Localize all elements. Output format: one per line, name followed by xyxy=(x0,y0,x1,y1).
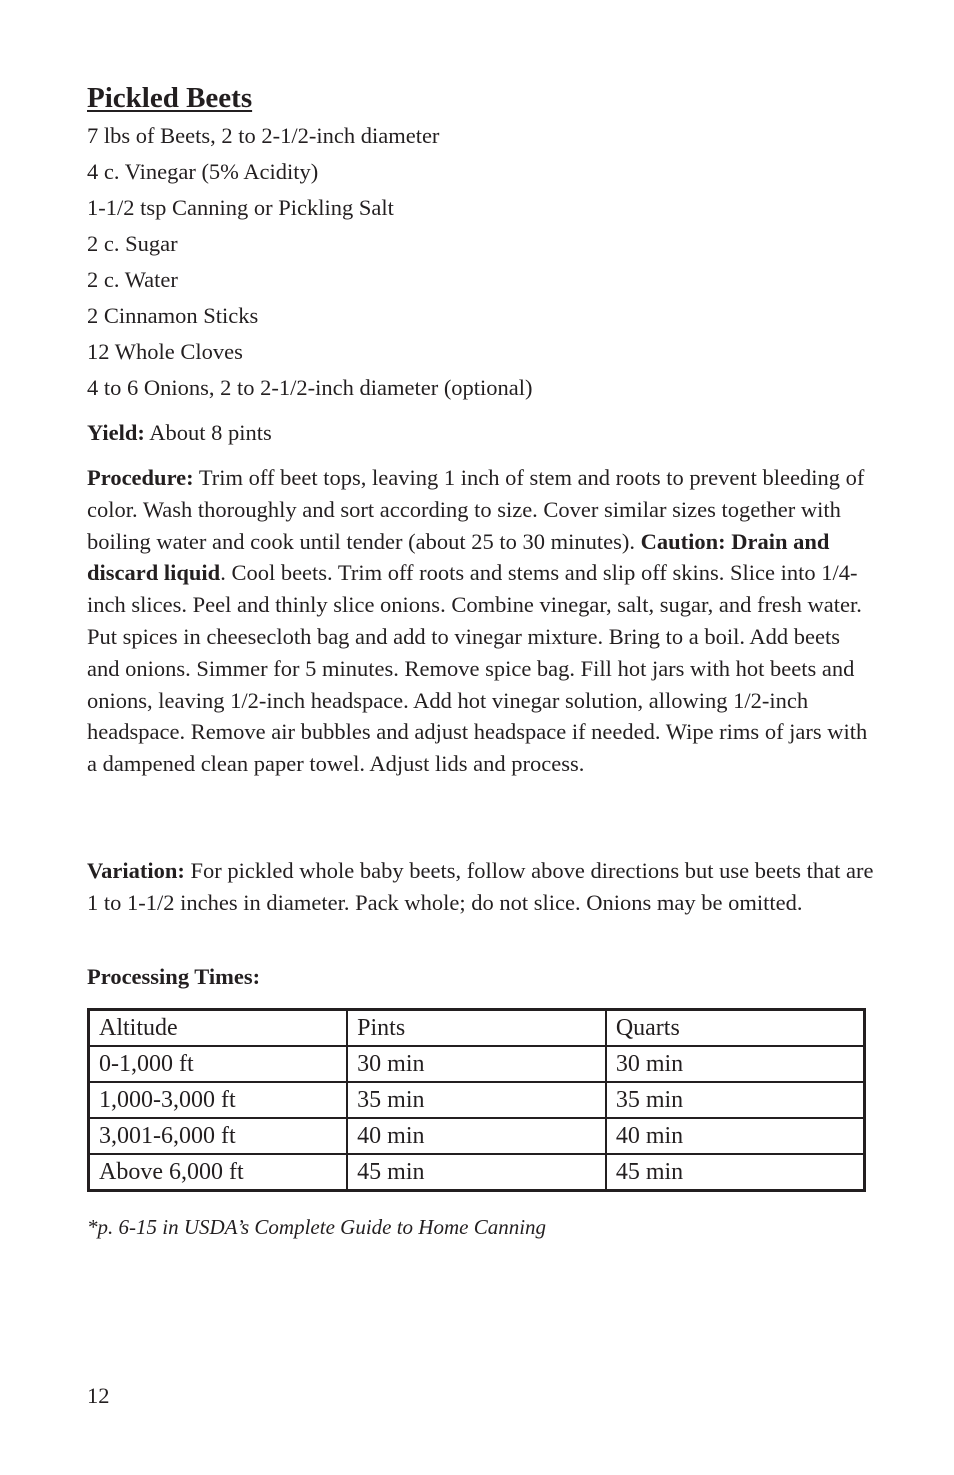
processing-times-table xyxy=(87,1008,866,1192)
ingredient-item: 7 lbs of Beets, 2 to 2-1/2-inch diameter xyxy=(87,123,440,148)
table-row xyxy=(89,1082,865,1118)
ingredient-item: 2 c. Water xyxy=(87,267,178,292)
table-cell: 45 min xyxy=(347,1154,606,1191)
variation-label: Variation: xyxy=(87,858,185,883)
table-cell: 35 min xyxy=(606,1082,865,1118)
ingredient-item: 12 Whole Cloves xyxy=(87,339,243,364)
header-cell-altitude: Altitude xyxy=(89,1010,348,1047)
recipe-title: Pickled Beets xyxy=(87,82,253,114)
header-cell-quarts: Quarts xyxy=(606,1010,865,1047)
table-cell: 30 min xyxy=(606,1046,865,1082)
processing-times-heading xyxy=(87,961,877,993)
yield-paragraph xyxy=(87,417,877,449)
procedure-paragraph xyxy=(87,462,877,780)
table-cell: 40 min xyxy=(347,1118,606,1154)
ingredient-item: 1-1/2 tsp Canning or Pickling Salt xyxy=(87,195,394,220)
yield-text: About 8 pints xyxy=(144,420,272,445)
ingredient-item: 4 to 6 Onions, 2 to 2-1/2-inch diameter (optional) xyxy=(87,375,533,400)
table-row xyxy=(89,1118,865,1154)
table-cell: Above 6,000 ft xyxy=(89,1154,348,1191)
table-cell: 0-1,000 ft xyxy=(89,1046,348,1082)
table-cell: 40 min xyxy=(606,1118,865,1154)
table-cell: 45 min xyxy=(606,1154,865,1191)
ingredient-item: 4 c. Vinegar (5% Acidity) xyxy=(87,159,319,184)
procedure-text-before: Trim off beet tops, leaving 1 inch of stem and roots to prevent bleeding of color. Wash thoroughly and sort according to size. Cover similar sizes together with boiling water and cook until tender (about 25 to 30 minutes). xyxy=(87,465,865,554)
table-cell: 1,000-3,000 ft xyxy=(89,1082,348,1118)
page-number: 12 xyxy=(87,1383,110,1408)
source-footnote: *p. 6-15 in USDA’s Complete Guide to Home Canning xyxy=(87,1215,547,1239)
header-cell-pints: Pints xyxy=(347,1010,606,1047)
ingredient-list xyxy=(87,118,533,406)
table-cell: 30 min xyxy=(347,1046,606,1082)
ingredient-item: 2 Cinnamon Sticks xyxy=(87,303,259,328)
table-row xyxy=(89,1046,865,1082)
processing-times-label: Processing Times: xyxy=(87,964,261,989)
variation-paragraph xyxy=(87,855,877,919)
table-cell: 3,001-6,000 ft xyxy=(89,1118,348,1154)
ingredient-item: 2 c. Sugar xyxy=(87,231,178,256)
procedure-label: Procedure: xyxy=(87,465,194,490)
table-header-row xyxy=(89,1010,865,1047)
caution-text: Caution: Drain and discard liquid xyxy=(87,528,830,586)
table-row xyxy=(89,1154,865,1191)
yield-label: Yield: xyxy=(87,420,145,445)
variation-text: For pickled whole baby beets, follow above directions but use beets that are 1 to 1-1/2 inches in diameter. Pack whole; do not slice. Onions may be omitted. xyxy=(87,858,874,915)
table-cell: 35 min xyxy=(347,1082,606,1118)
procedure-text-after: . Cool beets. Trim off roots and stems and slip off skins. Slice into 1/4-inch slices. Peel and thinly slice onions. Combine vinegar, salt, sugar, and fresh water. Put spices in cheesecloth bag and add to vinegar mixture. Bring to a boil. Add beets and onions. Simmer for 5 minutes. Remove spice bag. Fill hot jars with hot beets and onions, leaving 1/2-inch headspace. Add hot vinegar solution, allowing 1/2-inch headspace. Remove air bubbles and adjust headspace if needed. Wipe rims of jars with a dampened clean paper towel. Adjust lids and process. xyxy=(87,560,868,777)
